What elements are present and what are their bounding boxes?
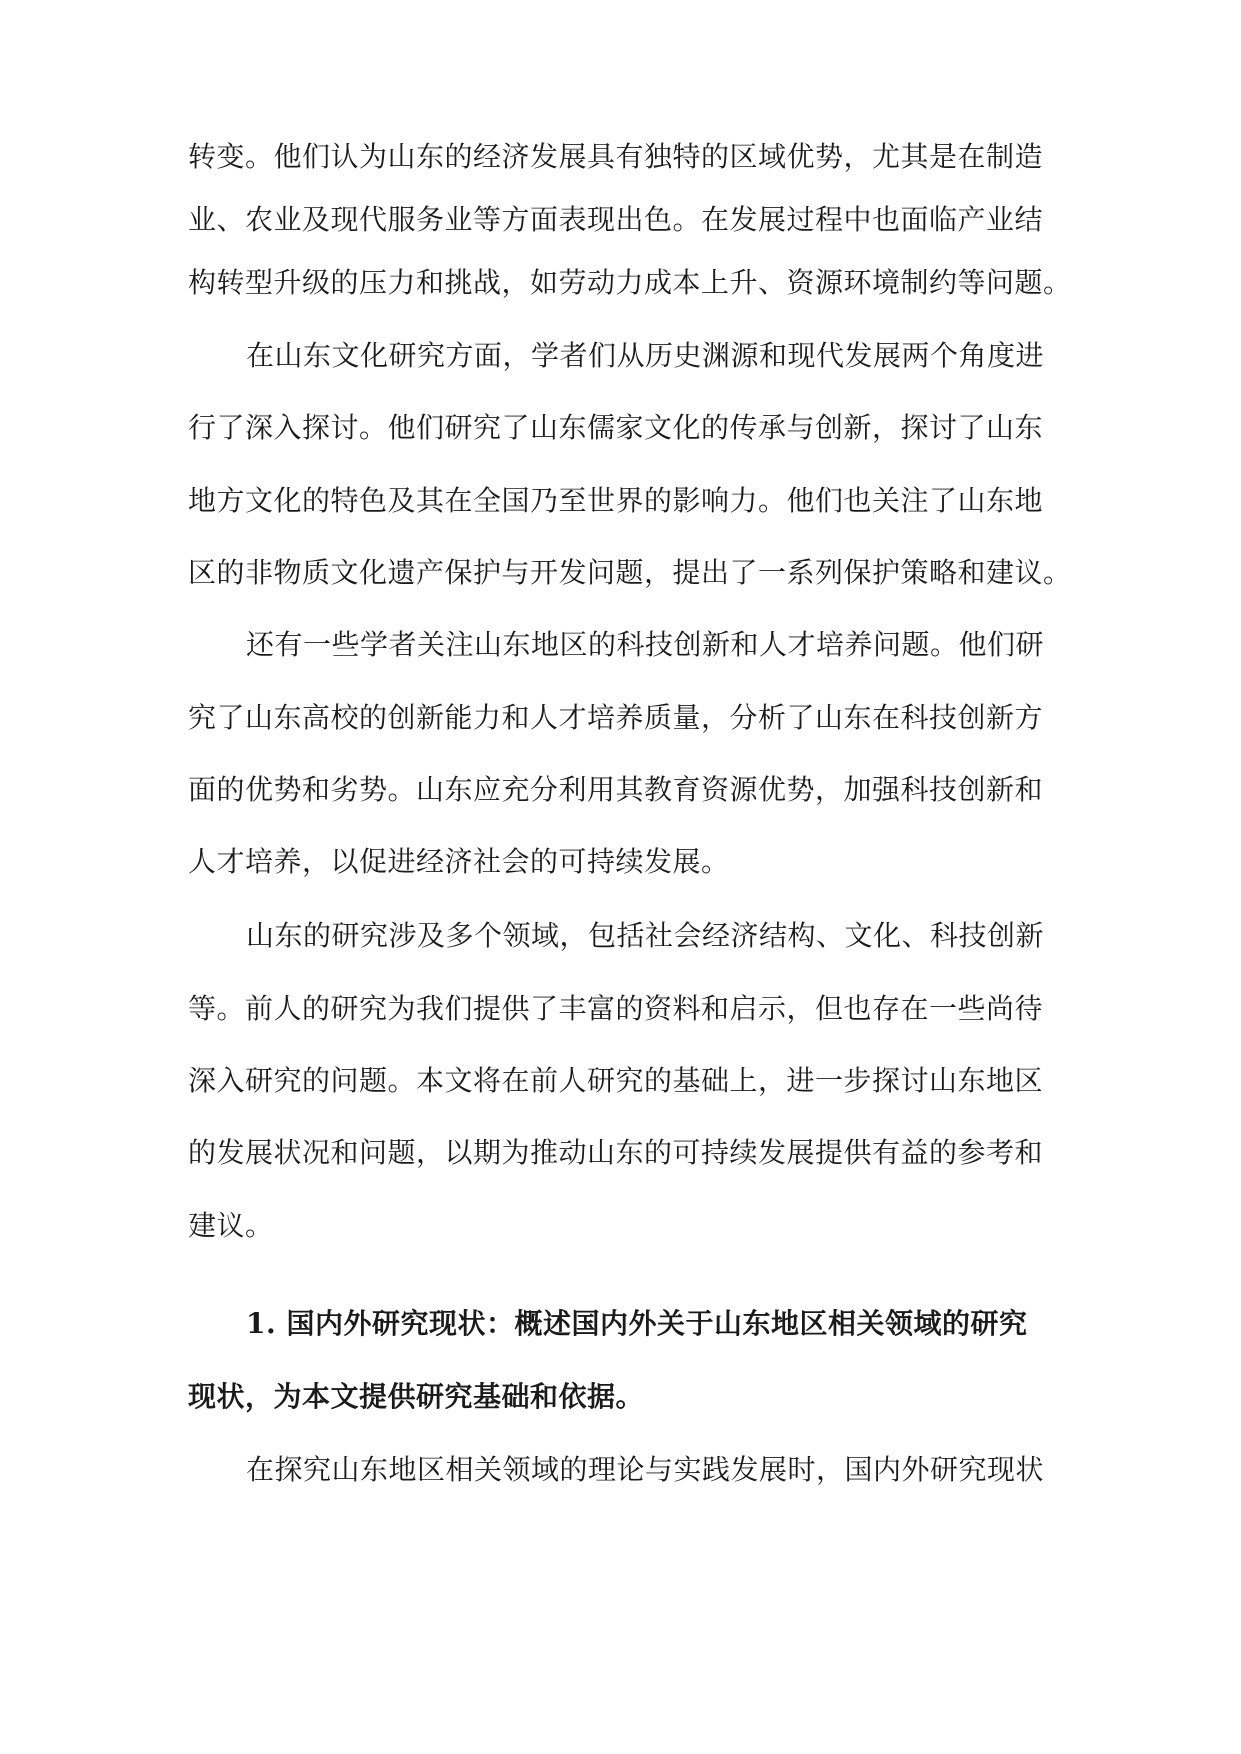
paragraph-line: 深入研究的问题。本文将在前人研究的基础上，进一步探讨山东地区 — [188, 1064, 1044, 1097]
paragraph-line: 地方文化的特色及其在全国乃至世界的影响力。他们也关注了山东地 — [188, 484, 1044, 517]
paragraph-line: 还有一些学者关注山东地区的科技创新和人才培养问题。他们研 — [246, 628, 1045, 661]
paragraph-line: 人才培养，以促进经济社会的可持续发展。 — [188, 845, 730, 878]
paragraph-line: 构转型升级的压力和挑战，如劳动力成本上升、资源环境制约等问题。 — [188, 266, 1072, 299]
paragraph-line: 等。前人的研究为我们提供了丰富的资料和启示，但也存在一些尚待 — [188, 992, 1044, 1025]
paragraph-line: 区的非物质文化遗产保护与开发问题，提出了一系列保护策略和建议。 — [188, 556, 1072, 589]
paragraph-line: 行了深入探讨。他们研究了山东儒家文化的传承与创新，探讨了山东 — [188, 411, 1044, 444]
paragraph-line: 面的优势和劣势。山东应充分利用其教育资源优势，加强科技创新和 — [188, 773, 1044, 806]
paragraph-line: 转变。他们认为山东的经济发展具有独特的区域优势，尤其是在制造 — [188, 140, 1044, 173]
paragraph-line: 的发展状况和问题，以期为推动山东的可持续发展提供有益的参考和 — [188, 1136, 1044, 1169]
paragraph-line: 在山东文化研究方面，学者们从历史渊源和现代发展两个角度进 — [246, 339, 1045, 372]
paragraph-line: 究了山东高校的创新能力和人才培养质量，分析了山东在科技创新方 — [188, 701, 1044, 734]
section-heading: 现状，为本文提供研究基础和依据。 — [188, 1380, 645, 1413]
paragraph-line: 业、农业及现代服务业等方面表现出色。在发展过程中也面临产业结 — [188, 203, 1044, 236]
paragraph-line: 山东的研究涉及多个领域，包括社会经济结构、文化、科技创新 — [246, 919, 1045, 952]
paragraph-line: 建议。 — [188, 1209, 274, 1242]
section-heading: 1. 国内外研究现状：概述国内外关于山东地区相关领域的研究 — [246, 1307, 1028, 1340]
paragraph-line: 在探究山东地区相关领域的理论与实践发展时，国内外研究现状 — [246, 1453, 1045, 1486]
